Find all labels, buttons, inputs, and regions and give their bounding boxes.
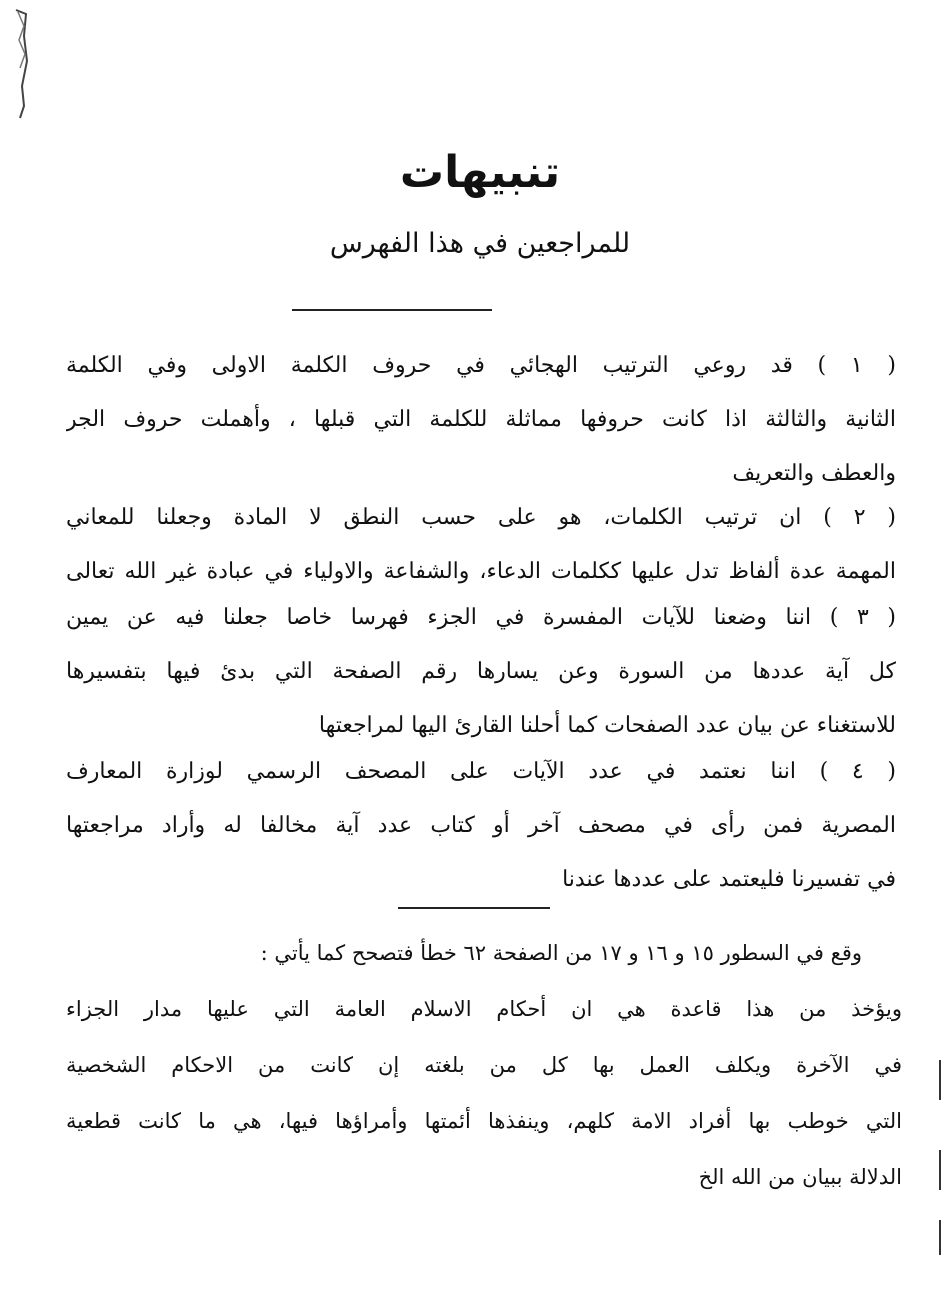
erratum-line: الدلالة ببيان من الله الخ [698, 1165, 902, 1189]
page-title: تنبيهات [399, 147, 561, 198]
note-line: ( ٤ ) اننا نعتمد في عدد الآيات على المصحف الرسمي لوزارة المعارف [66, 759, 896, 784]
title-divider [292, 309, 492, 311]
erratum-note [66, 925, 902, 1205]
note-line: للاستغناء عن بيان عدد الصفحات كما أحلنا القارئ اليها لمراجعتها [318, 713, 896, 738]
note-line: الثانية والثالثة اذا كانت حروفها مماثلة للكلمة التي قبلها ، وأهملت حروف الجر [66, 407, 896, 432]
note-line: والعطف والتعريف [732, 461, 896, 486]
scan-right-edge-mark [938, 1060, 942, 1260]
erratum-line: في الآخرة ويكلف العمل بها كل من بلغته إن كانت من الاحكام الشخصية [66, 1053, 902, 1077]
note-4 [66, 745, 896, 907]
note-2 [66, 491, 896, 599]
note-line: المهمة عدة ألفاظ تدل عليها ككلمات الدعاء، والشفاعة والاولياء في عبادة غير الله تعالى [66, 559, 896, 584]
erratum-line: وقع في السطور ١٥ و ١٦ و ١٧ من الصفحة ٦٢ خطأ فتصحح كما يأتي : [260, 941, 862, 965]
note-line: كل آية عددها من السورة وعن يسارها رقم الصفحة التي بدئ فيها بتفسيرها [66, 659, 896, 684]
note-1 [66, 339, 896, 501]
note-line: ( ١ ) قد روعي الترتيب الهجائي في حروف الكلمة الاولى وفي الكلمة [66, 353, 896, 378]
scan-edge-mark [12, 6, 30, 121]
erratum-line: التي خوطب بها أفراد الامة كلهم، وينفذها أئمتها وأمراؤها فيها، هي ما كانت قطعية [66, 1109, 902, 1133]
note-line: ( ٢ ) ان ترتيب الكلمات، هو على حسب النطق لا المادة وجعلنا للمعاني [66, 505, 896, 530]
page-subtitle: للمراجعين في هذا الفهرس [329, 228, 631, 259]
erratum-line: ويؤخذ من هذا قاعدة هي ان أحكام الاسلام العامة التي عليها مدار الجزاء [66, 997, 902, 1021]
erratum-divider [398, 907, 550, 909]
note-3 [66, 591, 896, 753]
note-line: المصرية فمن رأى في مصحف آخر أو كتاب عدد آية مخالفا له وأراد مراجعتها [66, 813, 896, 838]
note-line: ( ٣ ) اننا وضعنا للآيات المفسرة في الجزء فهرسا خاصا جعلنا فيه عن يمين [66, 605, 896, 630]
note-line: في تفسيرنا فليعتمد على عددها عندنا [562, 867, 896, 892]
